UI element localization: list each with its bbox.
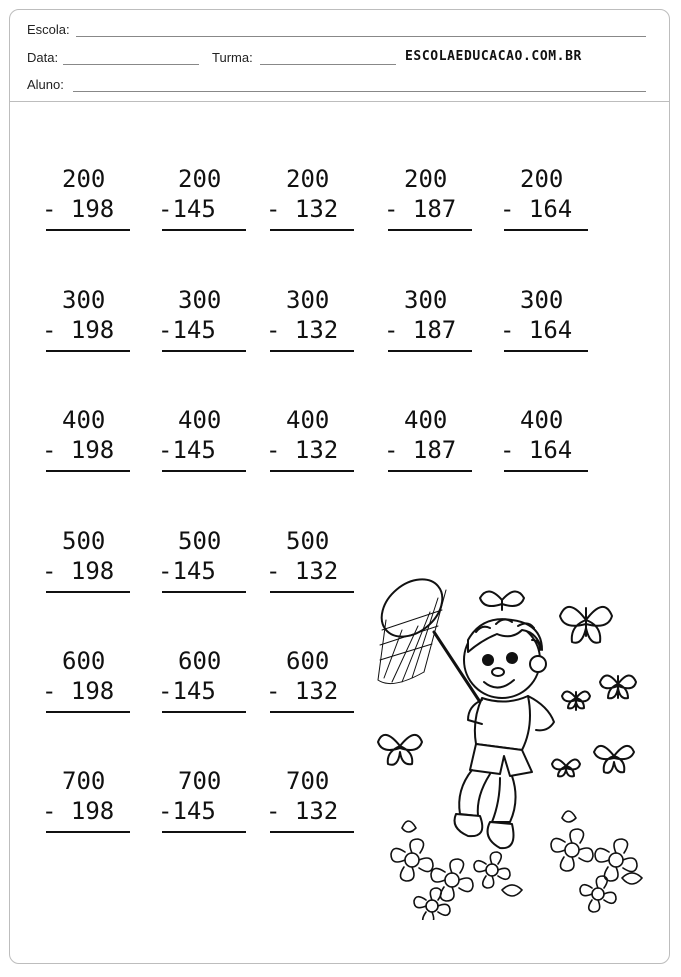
minuend: 700 <box>286 767 330 795</box>
answer-line[interactable] <box>270 831 354 833</box>
answer-line[interactable] <box>270 711 354 713</box>
subtrahend: - 132 <box>266 677 339 705</box>
subtrahend: - 164 <box>500 195 573 223</box>
subtrahend: - 198 <box>42 195 115 223</box>
answer-line[interactable] <box>388 470 472 472</box>
minuend: 300 <box>520 286 564 314</box>
subtrahend: - 198 <box>42 557 115 585</box>
answer-line[interactable] <box>162 591 246 593</box>
answer-line[interactable] <box>46 711 130 713</box>
subtrahend: - 164 <box>500 316 573 344</box>
answer-line[interactable] <box>270 470 354 472</box>
minuend: 200 <box>520 165 564 193</box>
minuend: 200 <box>178 165 222 193</box>
minuend: 600 <box>62 647 106 675</box>
subtrahend: - 132 <box>266 557 339 585</box>
aluno-label: Aluno: <box>27 77 64 92</box>
turma-label: Turma: <box>212 50 253 65</box>
subtrahend: -145 <box>158 797 216 825</box>
subtrahend: - 198 <box>42 316 115 344</box>
minuend: 300 <box>62 286 106 314</box>
answer-line[interactable] <box>46 350 130 352</box>
answer-line[interactable] <box>504 470 588 472</box>
data-field[interactable] <box>63 64 199 65</box>
subtrahend: - 132 <box>266 436 339 464</box>
escola-label: Escola: <box>27 22 70 37</box>
answer-line[interactable] <box>162 711 246 713</box>
minuend: 400 <box>178 406 222 434</box>
answer-line[interactable] <box>162 470 246 472</box>
minuend: 400 <box>286 406 330 434</box>
subtrahend: - 132 <box>266 195 339 223</box>
answer-line[interactable] <box>46 591 130 593</box>
subtrahend: -145 <box>158 195 216 223</box>
minuend: 400 <box>520 406 564 434</box>
turma-field[interactable] <box>260 64 396 65</box>
minuend: 300 <box>178 286 222 314</box>
minuend: 500 <box>178 527 222 555</box>
minuend: 400 <box>62 406 106 434</box>
answer-line[interactable] <box>388 229 472 231</box>
subtrahend: - 164 <box>500 436 573 464</box>
subtrahend: - 198 <box>42 436 115 464</box>
subtrahend: - 187 <box>384 436 457 464</box>
minuend: 600 <box>286 647 330 675</box>
minuend: 200 <box>404 165 448 193</box>
subtrahend: - 132 <box>266 316 339 344</box>
site-url: ESCOLAEDUCACAO.COM.BR <box>405 49 582 64</box>
answer-line[interactable] <box>46 229 130 231</box>
subtrahend: - 187 <box>384 195 457 223</box>
minuend: 500 <box>286 527 330 555</box>
answer-line[interactable] <box>270 229 354 231</box>
subtrahend: - 198 <box>42 797 115 825</box>
subtrahend: -145 <box>158 677 216 705</box>
answer-line[interactable] <box>162 350 246 352</box>
minuend: 300 <box>404 286 448 314</box>
answer-line[interactable] <box>46 470 130 472</box>
answer-line[interactable] <box>504 229 588 231</box>
answer-line[interactable] <box>46 831 130 833</box>
data-label: Data: <box>27 50 59 65</box>
answer-line[interactable] <box>504 350 588 352</box>
minuend: 700 <box>62 767 106 795</box>
child-with-butterfly-net-illustration <box>372 560 662 920</box>
subtrahend: -145 <box>158 316 216 344</box>
subtrahend: -145 <box>158 557 216 585</box>
answer-line[interactable] <box>270 591 354 593</box>
subtrahend: - 132 <box>266 797 339 825</box>
escola-field[interactable] <box>76 36 646 37</box>
minuend: 600 <box>178 647 222 675</box>
subtrahend: - 198 <box>42 677 115 705</box>
minuend: 700 <box>178 767 222 795</box>
minuend: 300 <box>286 286 330 314</box>
answer-line[interactable] <box>162 831 246 833</box>
minuend: 500 <box>62 527 106 555</box>
answer-line[interactable] <box>270 350 354 352</box>
subtrahend: - 187 <box>384 316 457 344</box>
minuend: 200 <box>62 165 106 193</box>
aluno-field[interactable] <box>73 91 646 92</box>
answer-line[interactable] <box>162 229 246 231</box>
subtrahend: -145 <box>158 436 216 464</box>
answer-line[interactable] <box>388 350 472 352</box>
minuend: 400 <box>404 406 448 434</box>
minuend: 200 <box>286 165 330 193</box>
header-divider <box>9 101 670 102</box>
